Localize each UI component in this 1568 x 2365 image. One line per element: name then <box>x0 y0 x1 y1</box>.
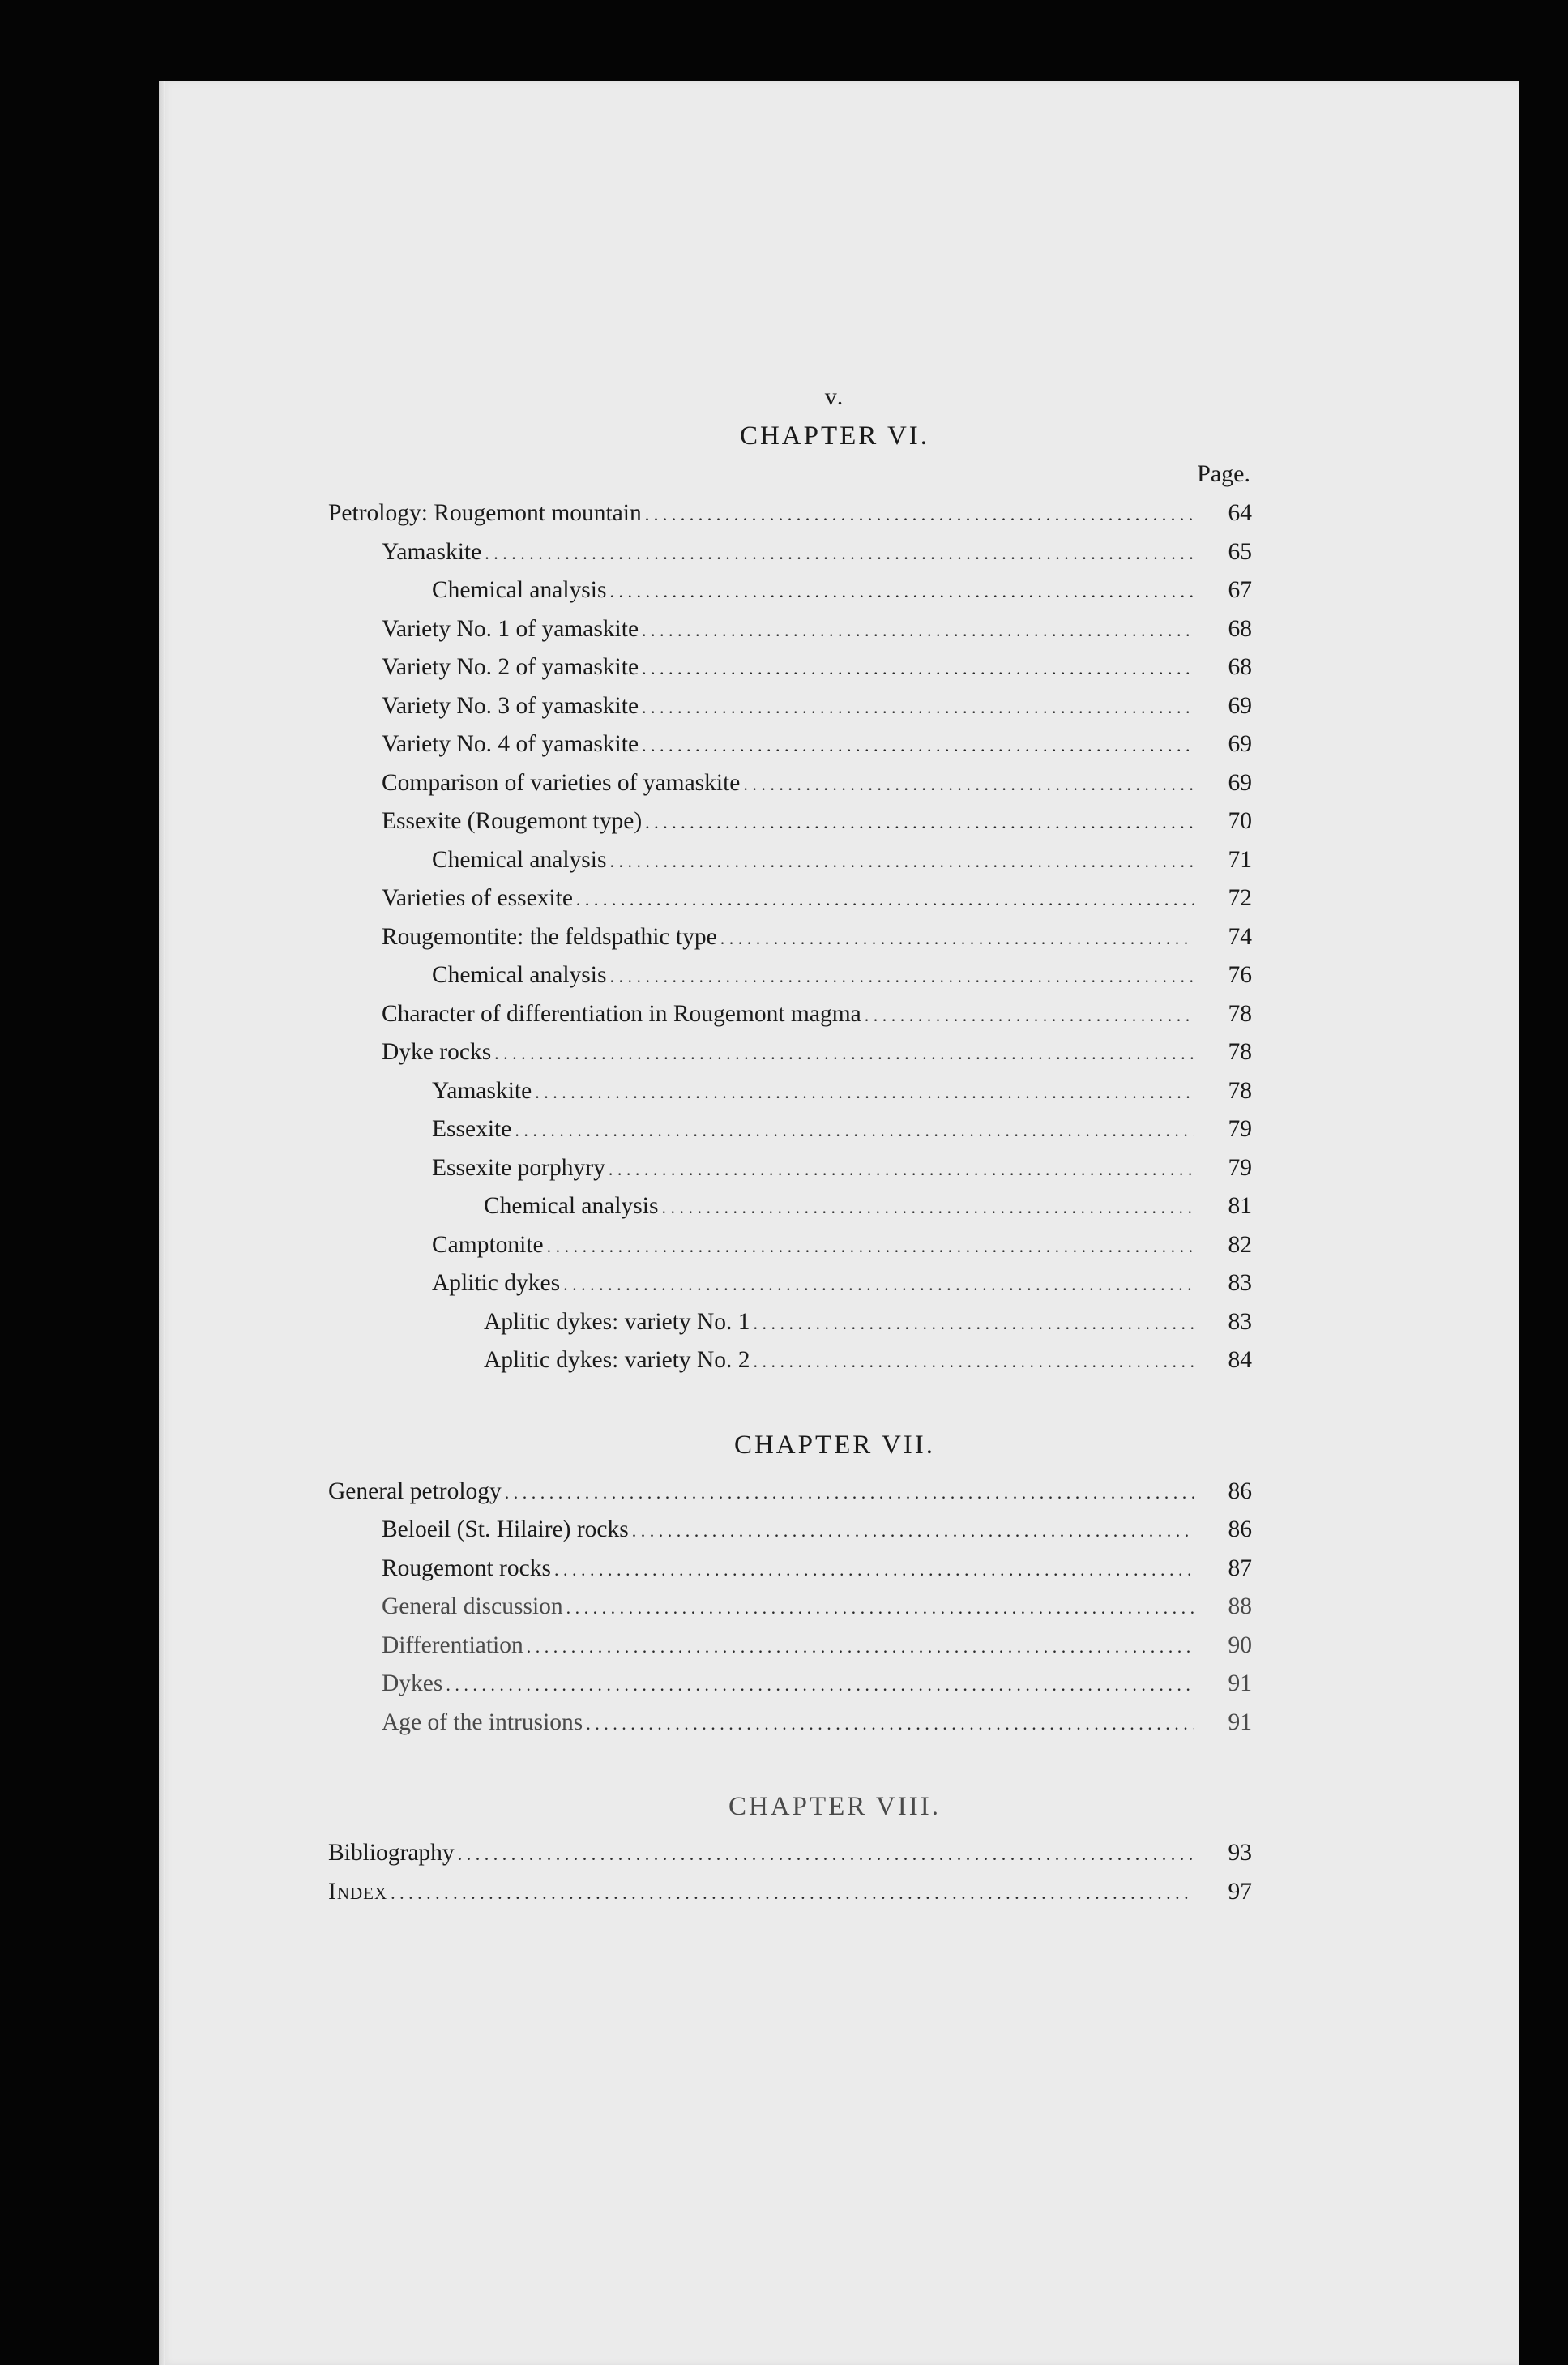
toc-entry <box>328 687 1252 726</box>
toc-entry-label: Essexite porphyry <box>432 1154 605 1181</box>
toc-entry-label: General discussion <box>382 1593 563 1619</box>
dot-leader <box>642 803 1194 842</box>
toc-entry-page: 90 <box>1228 1632 1252 1658</box>
toc-entry-label: Variety No. 4 of yamaskite <box>382 731 639 757</box>
toc-entry-label: Age of the intrusions <box>382 1709 583 1735</box>
dot-leader <box>502 1473 1194 1512</box>
toc-entry <box>328 725 1252 764</box>
toc-entry-label: Chemical analysis <box>432 846 607 873</box>
toc-entry <box>328 571 1252 610</box>
chapter-entries <box>328 1473 1252 1743</box>
toc-entry <box>328 1665 1252 1704</box>
toc-entry <box>328 648 1252 687</box>
toc-entry <box>328 879 1252 918</box>
toc-entry-page: 69 <box>1228 769 1252 796</box>
dot-leader <box>642 495 1194 534</box>
toc-entry-page: 70 <box>1228 808 1252 834</box>
toc-entry-label: Varieties of essexite <box>382 885 573 911</box>
toc-entry-label: Rougemont rocks <box>382 1555 551 1581</box>
toc-entry-page: 86 <box>1228 1478 1252 1504</box>
dot-leader <box>740 765 1194 804</box>
dot-leader <box>544 1227 1194 1266</box>
toc-entry-label: Chemical analysis <box>432 577 607 603</box>
chapter-entries <box>328 494 1252 1380</box>
toc-entry-page: 93 <box>1228 1840 1252 1866</box>
page-column-label: Page. <box>1197 460 1250 487</box>
toc-entry <box>328 1226 1252 1265</box>
toc-entry-label: Bibliography <box>328 1840 455 1866</box>
toc-entry-label: General petrology <box>328 1478 502 1504</box>
chapter-heading: CHAPTER VI. <box>739 421 930 451</box>
toc-entry <box>328 1264 1252 1303</box>
toc-entry <box>328 1303 1252 1342</box>
toc-entry <box>328 1033 1252 1072</box>
toc-entry <box>328 1873 1252 1912</box>
chapter-heading: CHAPTER VII. <box>733 1430 936 1460</box>
toc-entry-label: Chemical analysis <box>484 1193 659 1219</box>
toc-entry-label: Comparison of varieties of yamaskite <box>382 769 741 796</box>
toc-entry <box>328 1072 1252 1111</box>
toc-entry-label: Yamaskite <box>382 538 482 565</box>
toc-entry <box>328 494 1252 533</box>
dot-leader <box>639 649 1194 688</box>
dot-leader <box>523 1627 1194 1666</box>
toc-entry-label: Camptonite <box>432 1231 544 1258</box>
dot-leader <box>563 1589 1194 1627</box>
toc-entry-page: 88 <box>1228 1593 1252 1619</box>
toc-entry-page: 97 <box>1228 1878 1252 1905</box>
toc-entry-page: 87 <box>1228 1555 1252 1581</box>
toc-entry-label: Aplitic dykes: variety No. 1 <box>484 1308 750 1335</box>
chapter-entries <box>328 1834 1252 1911</box>
chapter-heading: CHAPTER VIII. <box>728 1792 942 1821</box>
toc-entry-page: 78 <box>1228 1039 1252 1065</box>
dot-leader <box>639 688 1194 727</box>
toc-entry-label: Aplitic dykes <box>432 1270 561 1296</box>
toc-entry <box>328 1341 1252 1380</box>
dot-leader <box>442 1666 1194 1704</box>
toc-entry-page: 69 <box>1228 731 1252 757</box>
toc-entry <box>328 1834 1252 1873</box>
dot-leader <box>491 1034 1194 1073</box>
dot-leader <box>639 611 1194 650</box>
toc-entry-page: 71 <box>1228 846 1252 873</box>
table-of-contents <box>328 381 1252 1911</box>
toc-entry-page: 72 <box>1228 885 1252 911</box>
toc-entry-label: Character of differentiation in Rougemont magma <box>382 1000 861 1027</box>
toc-entry-label: Yamaskite <box>432 1077 532 1104</box>
dot-leader <box>387 1874 1194 1913</box>
toc-entry <box>328 1704 1252 1743</box>
dot-leader <box>606 957 1194 996</box>
toc-entry <box>328 918 1252 957</box>
dot-leader <box>606 572 1194 611</box>
toc-entry-label: Differentiation <box>382 1632 523 1658</box>
toc-entry <box>328 1473 1252 1512</box>
dot-leader <box>481 534 1194 573</box>
dot-leader <box>629 1512 1194 1550</box>
toc-entry-page: 91 <box>1228 1670 1252 1696</box>
toc-entry-label: Dykes <box>382 1670 443 1696</box>
toc-entry-page: 64 <box>1228 500 1252 526</box>
dot-leader <box>658 1188 1194 1227</box>
toc-entry-label: Beloeil (St. Hilaire) rocks <box>382 1516 629 1542</box>
toc-entry-page: 69 <box>1228 692 1252 719</box>
page-spine-shadow <box>159 81 165 2365</box>
dot-leader <box>532 1073 1194 1112</box>
toc-entry-label: Index <box>328 1878 388 1905</box>
toc-entry-page: 83 <box>1228 1270 1252 1296</box>
toc-entry <box>328 533 1252 572</box>
toc-entry-page: 78 <box>1228 1000 1252 1027</box>
toc-entry-label: Aplitic dykes: variety No. 2 <box>484 1347 750 1373</box>
dot-leader <box>750 1304 1194 1343</box>
toc-entry-page: 86 <box>1228 1516 1252 1542</box>
dot-leader <box>511 1111 1194 1150</box>
toc-entry <box>328 1149 1252 1188</box>
toc-entry-label: Essexite (Rougemont type) <box>382 808 643 834</box>
dot-leader <box>560 1265 1194 1304</box>
toc-entry <box>328 802 1252 841</box>
toc-entry-page: 78 <box>1228 1077 1252 1104</box>
dot-leader <box>455 1835 1194 1874</box>
dot-leader <box>861 996 1194 1035</box>
toc-entry-label: Variety No. 1 of yamaskite <box>382 615 639 642</box>
dot-leader <box>583 1704 1194 1743</box>
toc-entry-page: 81 <box>1228 1193 1252 1219</box>
toc-entry <box>328 1110 1252 1149</box>
toc-entry <box>328 1511 1252 1550</box>
toc-entry-page: 65 <box>1228 538 1252 565</box>
toc-entry <box>328 995 1252 1034</box>
toc-entry <box>328 956 1252 995</box>
toc-entry-label: Variety No. 2 of yamaskite <box>382 654 639 680</box>
toc-entry-label: Rougemontite: the feldspathic type <box>382 923 717 950</box>
toc-entry <box>328 1588 1252 1627</box>
toc-entry-page: 79 <box>1228 1116 1252 1142</box>
toc-entry-label: Essexite <box>432 1116 512 1142</box>
dot-leader <box>573 880 1194 919</box>
toc-entry <box>328 1187 1252 1226</box>
toc-entry-page: 82 <box>1228 1231 1252 1258</box>
toc-entry-page: 84 <box>1228 1347 1252 1373</box>
dot-leader <box>605 1150 1194 1189</box>
toc-entry-label: Chemical analysis <box>432 962 607 988</box>
toc-entry <box>328 764 1252 803</box>
toc-entry-label: Petrology: Rougemont mountain <box>328 500 642 526</box>
toc-entry <box>328 1550 1252 1589</box>
dot-leader <box>639 726 1194 765</box>
toc-entry-page: 76 <box>1228 962 1252 988</box>
toc-entry-page: 74 <box>1228 923 1252 950</box>
toc-entry-page: 79 <box>1228 1154 1252 1181</box>
toc-entry-label: Variety No. 3 of yamaskite <box>382 692 639 719</box>
dot-leader <box>717 919 1194 958</box>
toc-entry-page: 67 <box>1228 577 1252 603</box>
toc-entry-page: 83 <box>1228 1308 1252 1335</box>
toc-entry <box>328 1627 1252 1666</box>
toc-entry-label: Dyke rocks <box>382 1039 492 1065</box>
dot-leader <box>551 1550 1194 1589</box>
page-number: v. <box>824 383 845 410</box>
dot-leader <box>606 842 1194 881</box>
toc-entry-page: 68 <box>1228 654 1252 680</box>
dot-leader <box>750 1342 1194 1381</box>
toc-entry <box>328 610 1252 649</box>
toc-entry <box>328 841 1252 880</box>
toc-entry-page: 68 <box>1228 615 1252 642</box>
toc-entry-page: 91 <box>1228 1709 1252 1735</box>
